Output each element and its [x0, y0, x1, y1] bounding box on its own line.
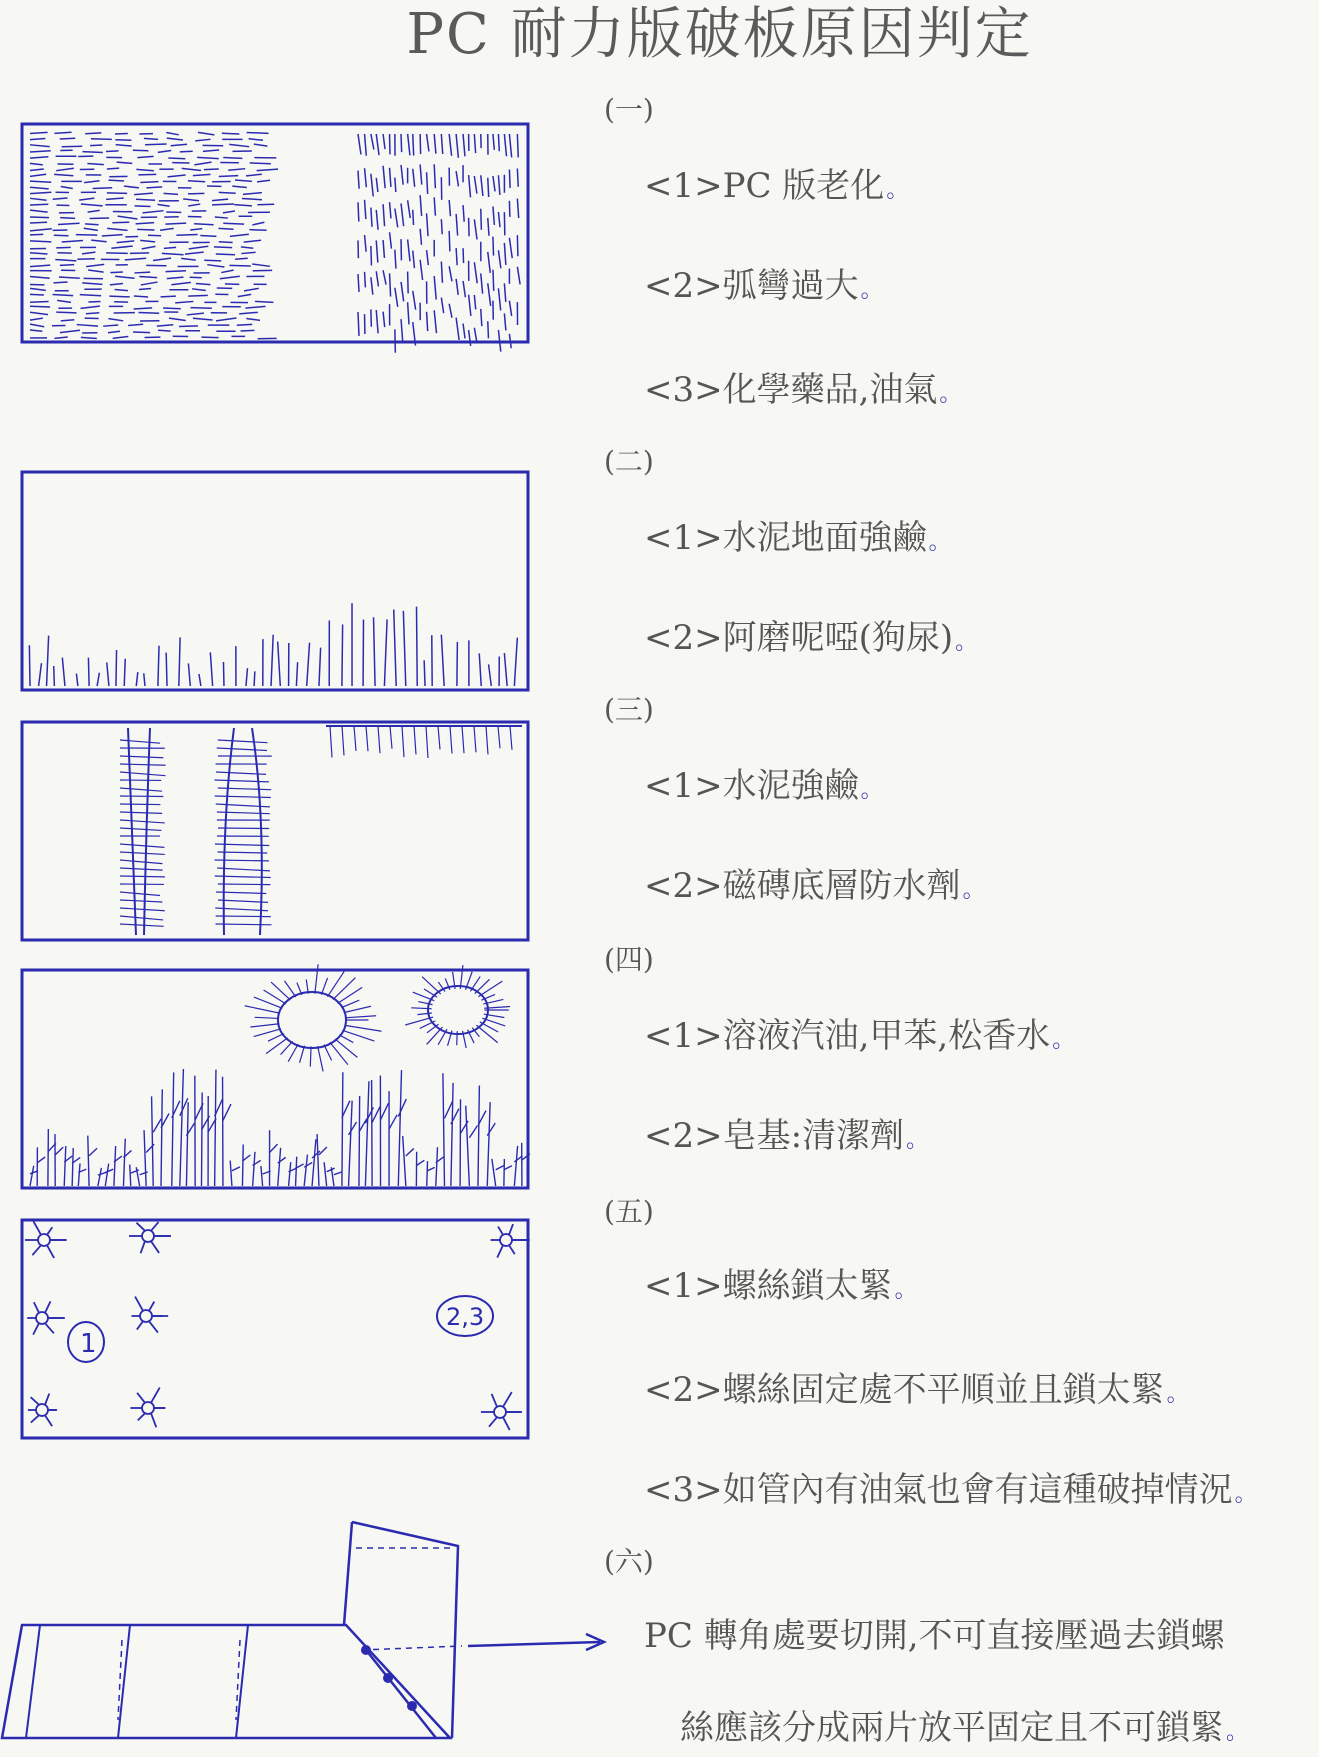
section-5-item-3: <3>如管內有油氣也會有這種破掉情況。	[644, 1470, 1257, 1510]
page-title: PC 耐力版破板原因判定	[406, 2, 1033, 67]
section-3-item-2: <2>磁磚底層防水劑。	[644, 866, 985, 906]
crack-ticks	[120, 726, 512, 926]
section-1-item-2: <2>弧彎過大。	[644, 266, 883, 306]
section-2-item-1: <1>水泥地面強鹼。	[644, 518, 951, 558]
screw-dot	[361, 1645, 371, 1655]
section-2-item-2: <2>阿磨呢啞(狗尿)。	[644, 618, 978, 658]
screw-dot	[383, 1673, 393, 1683]
sketch-panel-3	[22, 722, 528, 940]
section-marker-6: (六)	[604, 1545, 654, 1578]
section-marker-2: (二)	[604, 445, 654, 478]
section-1-item-1: <1>PC 版老化。	[644, 166, 909, 206]
sketch-panel-2	[22, 472, 528, 690]
section-1-item-3: <3>化學藥品,油氣。	[644, 370, 962, 410]
section-5-item-2: <2>螺絲固定處不平順並且鎖太緊。	[644, 1370, 1189, 1410]
bottom-crack-texture	[29, 603, 517, 686]
section-4-item-1: <1>溶液汽油,甲苯,松香水。	[644, 1016, 1075, 1056]
section-marker-1: (一)	[604, 93, 654, 126]
vertical-crack-streaks	[128, 726, 522, 935]
label-1: 1	[80, 1329, 97, 1359]
section-3-item-1: <1>水泥強鹼。	[644, 766, 883, 806]
section-marker-5: (五)	[604, 1195, 654, 1228]
vertical-crack-texture	[358, 134, 520, 353]
horizontal-crack-texture	[30, 132, 278, 338]
bottom-crack-growth	[30, 1069, 530, 1186]
section-marker-4: (四)	[604, 943, 654, 976]
screw-dot	[407, 1701, 417, 1711]
section-6-item-1: PC 轉角處要切開,不可直接壓過去鎖螺	[644, 1616, 1225, 1656]
section-4-item-2: <2>皂基:清潔劑。	[644, 1116, 929, 1156]
corner-drawing	[2, 1522, 604, 1738]
section-6-item-2: 絲應該分成兩片放平固定且不可鎖緊。	[680, 1708, 1249, 1748]
label-23: 2,3	[446, 1303, 485, 1331]
section-5-item-1: <1>螺絲鎖太緊。	[644, 1266, 917, 1306]
section-marker-3: (三)	[604, 693, 654, 726]
sketch-panel-1	[22, 124, 528, 342]
corrosion-rays	[245, 964, 510, 1071]
